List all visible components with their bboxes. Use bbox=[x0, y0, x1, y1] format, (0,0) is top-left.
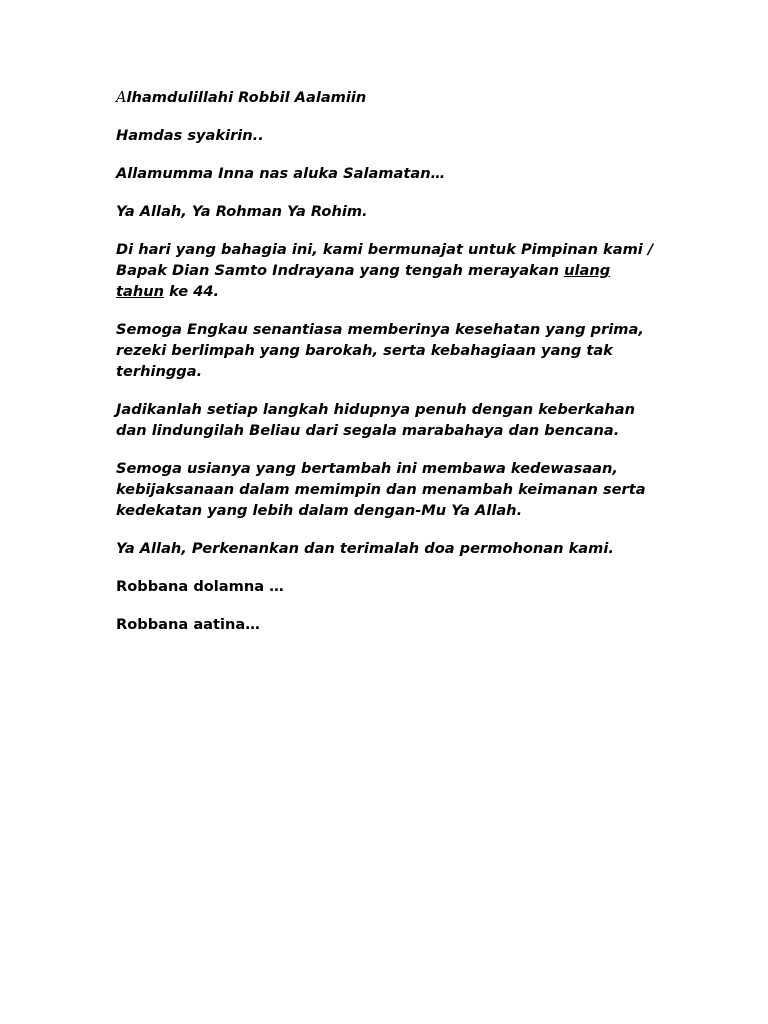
paragraph-di-hari bbox=[116, 239, 656, 302]
paragraph-alhamdulillah bbox=[116, 87, 656, 108]
paragraph-allamumma bbox=[116, 163, 656, 184]
paragraph-text: Di hari yang bahagia ini, kami bermunajat untuk Pimpinan kami / Bapak Dian Samto Indrayana yang tengah merayakan bbox=[116, 241, 654, 279]
paragraph-perkenankan bbox=[116, 538, 656, 559]
paragraph-ya-allah bbox=[116, 201, 656, 222]
paragraph-text: Ya Allah, Perkenankan dan terimalah doa permohonan kami. bbox=[116, 540, 614, 557]
paragraph-text: Ya Allah, Ya Rohman Ya Rohim. bbox=[116, 203, 368, 220]
paragraph-text: Hamdas syakirin.. bbox=[116, 127, 264, 144]
paragraph-text: ke 44. bbox=[164, 283, 220, 300]
paragraph-semoga-usianya bbox=[116, 458, 656, 521]
paragraph-robbana-dolamna bbox=[116, 576, 656, 597]
paragraph-text: Jadikanlah setiap langkah hidupnya penuh dengan keberkahan dan lindungilah Beliau dari segala marabahaya dan bencana. bbox=[116, 401, 636, 439]
initial-letter: A bbox=[116, 89, 127, 106]
paragraph-text: Semoga Engkau senantiasa memberinya kesehatan yang prima, rezeki berlimpah yang barokah, serta kebahagiaan yang tak terhingga. bbox=[116, 321, 644, 380]
paragraph-jadikanlah bbox=[116, 399, 656, 441]
paragraph-hamdas bbox=[116, 125, 656, 146]
paragraph-text: Allamumma Inna nas aluka Salamatan… bbox=[116, 165, 446, 182]
paragraph-text: Semoga usianya yang bertambah ini membawa kedewasaan, kebijaksanaan dalam memimpin dan menambah keimanan serta kedekatan yang lebih dalam dengan-Mu Ya Allah. bbox=[116, 460, 646, 519]
paragraph-text: Robbana dolamna … bbox=[116, 578, 284, 595]
paragraph-robbana-aatina bbox=[116, 614, 656, 635]
paragraph-semoga-engkau bbox=[116, 319, 656, 382]
paragraph-text: lhamdulillahi Robbil Aalamiin bbox=[126, 89, 367, 106]
prayer-text bbox=[116, 87, 656, 652]
underlined-text: ulang tahun bbox=[116, 262, 611, 300]
paragraph-text: Robbana aatina… bbox=[116, 616, 260, 633]
